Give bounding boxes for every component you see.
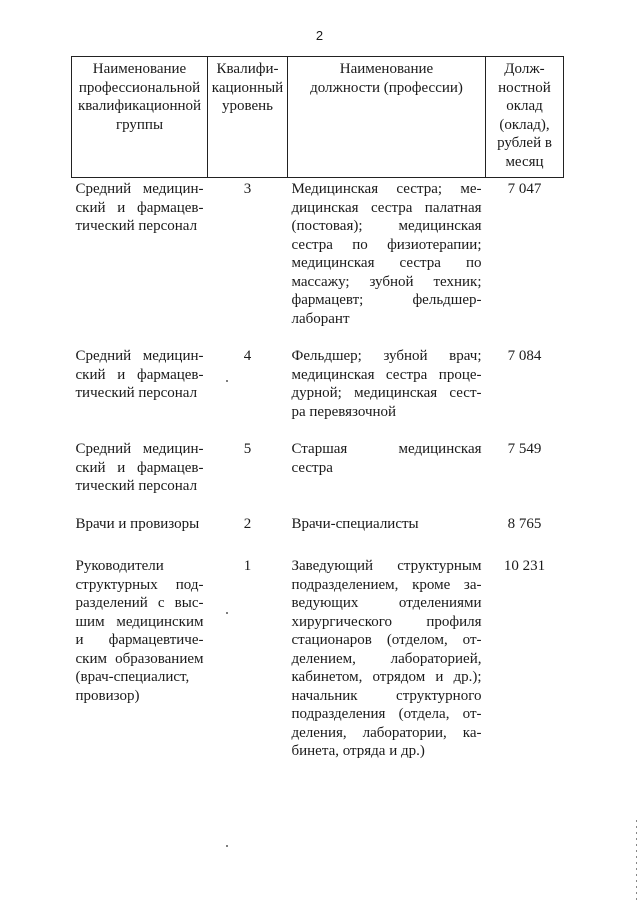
- cell-salary: 7 084: [507, 348, 542, 364]
- cell-text-line: Врачи-специалисты: [291, 515, 419, 532]
- cell-text-line: (постовая); медицинская: [291, 218, 482, 234]
- cell-text-line: ский и фармацев-: [75, 366, 204, 383]
- cell-text-line: медицинская сестра по: [291, 255, 482, 271]
- header-text-line: рублей в: [497, 135, 552, 151]
- cell-text-line: сестра по физиотерапии;: [291, 236, 482, 253]
- header-text-line: Наименование: [92, 61, 187, 77]
- cell-salary: 8 765: [507, 515, 542, 532]
- header-text-line: кационный: [211, 79, 284, 96]
- header-text-line: квалификационной: [77, 98, 202, 114]
- header-salary: [486, 57, 564, 178]
- scan-speck: [226, 845, 228, 847]
- cell-text-line: Врачи и провизоры: [75, 515, 200, 532]
- cell-text-line: подразделением, кроме за-: [291, 576, 482, 593]
- cell-salary: 7 047: [507, 181, 542, 197]
- cell-text-line: ским образованием: [75, 650, 204, 667]
- header-text-line: профессиональной: [78, 79, 201, 96]
- row-spacer: [72, 533, 564, 555]
- cell-text-line: бинета, отряда и др.): [291, 743, 425, 759]
- cell-position-name: [288, 513, 486, 534]
- scan-speck: [226, 380, 228, 382]
- cell-text-line: начальник структурного: [291, 687, 482, 704]
- cell-text-line: кабинетом, отрядом и др.);: [291, 669, 482, 685]
- cell-text-line: шим медицинским: [75, 613, 204, 630]
- cell-text-line: тический персонал: [75, 385, 198, 401]
- cell-position-name: [288, 555, 486, 761]
- table-header-row: [72, 57, 564, 178]
- cell-text-line: деления, лаборатории, ка-: [291, 724, 482, 741]
- header-text-line: оклад: [506, 98, 543, 114]
- cell-text-line: ский и фармацев-: [75, 199, 204, 216]
- table-row: [72, 178, 564, 329]
- header-text-line: должности (профессии): [310, 79, 463, 96]
- header-text-line: ностной: [498, 79, 551, 96]
- cell-text-line: Медицинская сестра; ме-: [291, 181, 482, 197]
- row-spacer: [72, 496, 564, 513]
- cell-salary: 10 231: [503, 558, 546, 574]
- cell-text-line: дурной; медицинская сест-: [291, 385, 482, 401]
- cell-text-line: Средний медицин-: [75, 441, 204, 457]
- cell-text-line: ведующих отделениями: [291, 595, 482, 611]
- table-row: [72, 438, 564, 496]
- cell-text-line: ра перевязочной: [291, 403, 397, 420]
- cell-text-line: медицинская сестра проце-: [291, 366, 482, 383]
- salary-table: [71, 56, 564, 761]
- row-spacer: [72, 421, 564, 438]
- row-spacer: [72, 328, 564, 345]
- cell-text-line: структурных под-: [75, 576, 204, 593]
- table-row: [72, 555, 564, 761]
- cell-text-line: разделений с выс-: [75, 595, 204, 611]
- header-qualification-level: [208, 57, 288, 178]
- cell-text-line: лаборант: [291, 310, 350, 327]
- header-text-line: (оклад),: [499, 116, 550, 133]
- cell-text-line: тический персонал: [75, 218, 198, 234]
- cell-position-name: [288, 345, 486, 421]
- scan-speck: [226, 612, 228, 614]
- header-text-line: группы: [115, 116, 164, 133]
- cell-text-line: тический персонал: [75, 478, 198, 494]
- cell-text-line: ский и фармацев-: [75, 459, 204, 476]
- cell-text-line: провизор): [75, 687, 140, 704]
- cell-qualification-group: [72, 555, 208, 761]
- cell-text-line: сестра: [291, 459, 333, 476]
- cell-text-line: (врач-специалист,: [75, 669, 190, 685]
- cell-text-line: Фельдшер; зубной врач;: [291, 348, 482, 364]
- header-text-line: Квалифи-: [216, 61, 279, 77]
- header-text-line: месяц: [505, 153, 544, 170]
- cell-qualification-group: [72, 438, 208, 496]
- cell-text-line: стационаров (отделом, от-: [291, 632, 482, 648]
- cell-text-line: Средний медицин-: [75, 181, 204, 197]
- cell-text-line: и фармацевтиче-: [75, 632, 204, 648]
- cell-qualification-level: 3: [243, 181, 252, 197]
- cell-qualification-group: [72, 178, 208, 329]
- cell-position-name: [288, 178, 486, 329]
- cell-text-line: Старшая медицинская: [291, 441, 482, 457]
- cell-qualification-group: [72, 513, 208, 534]
- header-text-line: Долж-: [504, 61, 545, 77]
- cell-text-line: дицинская сестра палатная: [291, 199, 482, 216]
- cell-text-line: делением, лабораторией,: [291, 650, 482, 667]
- cell-text-line: фармацевт; фельдшер-: [291, 292, 482, 308]
- cell-text-line: подразделения (отдела, от-: [291, 706, 482, 722]
- cell-text-line: массажу; зубной техник;: [291, 273, 482, 290]
- scan-edge-mark: [636, 820, 637, 900]
- header-qualification-group: [72, 57, 208, 178]
- cell-text-line: Руководители: [75, 558, 164, 574]
- cell-qualification-level: 1: [243, 558, 252, 574]
- cell-qualification-group: [72, 345, 208, 421]
- header-text-line: Наименование: [339, 61, 434, 77]
- cell-salary: 7 549: [507, 441, 542, 457]
- table-row: [72, 513, 564, 534]
- cell-qualification-level: 5: [243, 441, 252, 457]
- cell-qualification-level: 2: [243, 515, 252, 532]
- header-text-line: уровень: [221, 98, 274, 114]
- cell-text-line: Средний медицин-: [75, 348, 204, 364]
- cell-position-name: [288, 438, 486, 496]
- cell-qualification-level: 4: [243, 348, 252, 364]
- table-row: [72, 345, 564, 421]
- cell-text-line: хирургического профиля: [291, 613, 482, 630]
- page-number: 2: [315, 28, 324, 43]
- cell-text-line: Заведующий структурным: [291, 558, 482, 574]
- header-position-name: [288, 57, 486, 178]
